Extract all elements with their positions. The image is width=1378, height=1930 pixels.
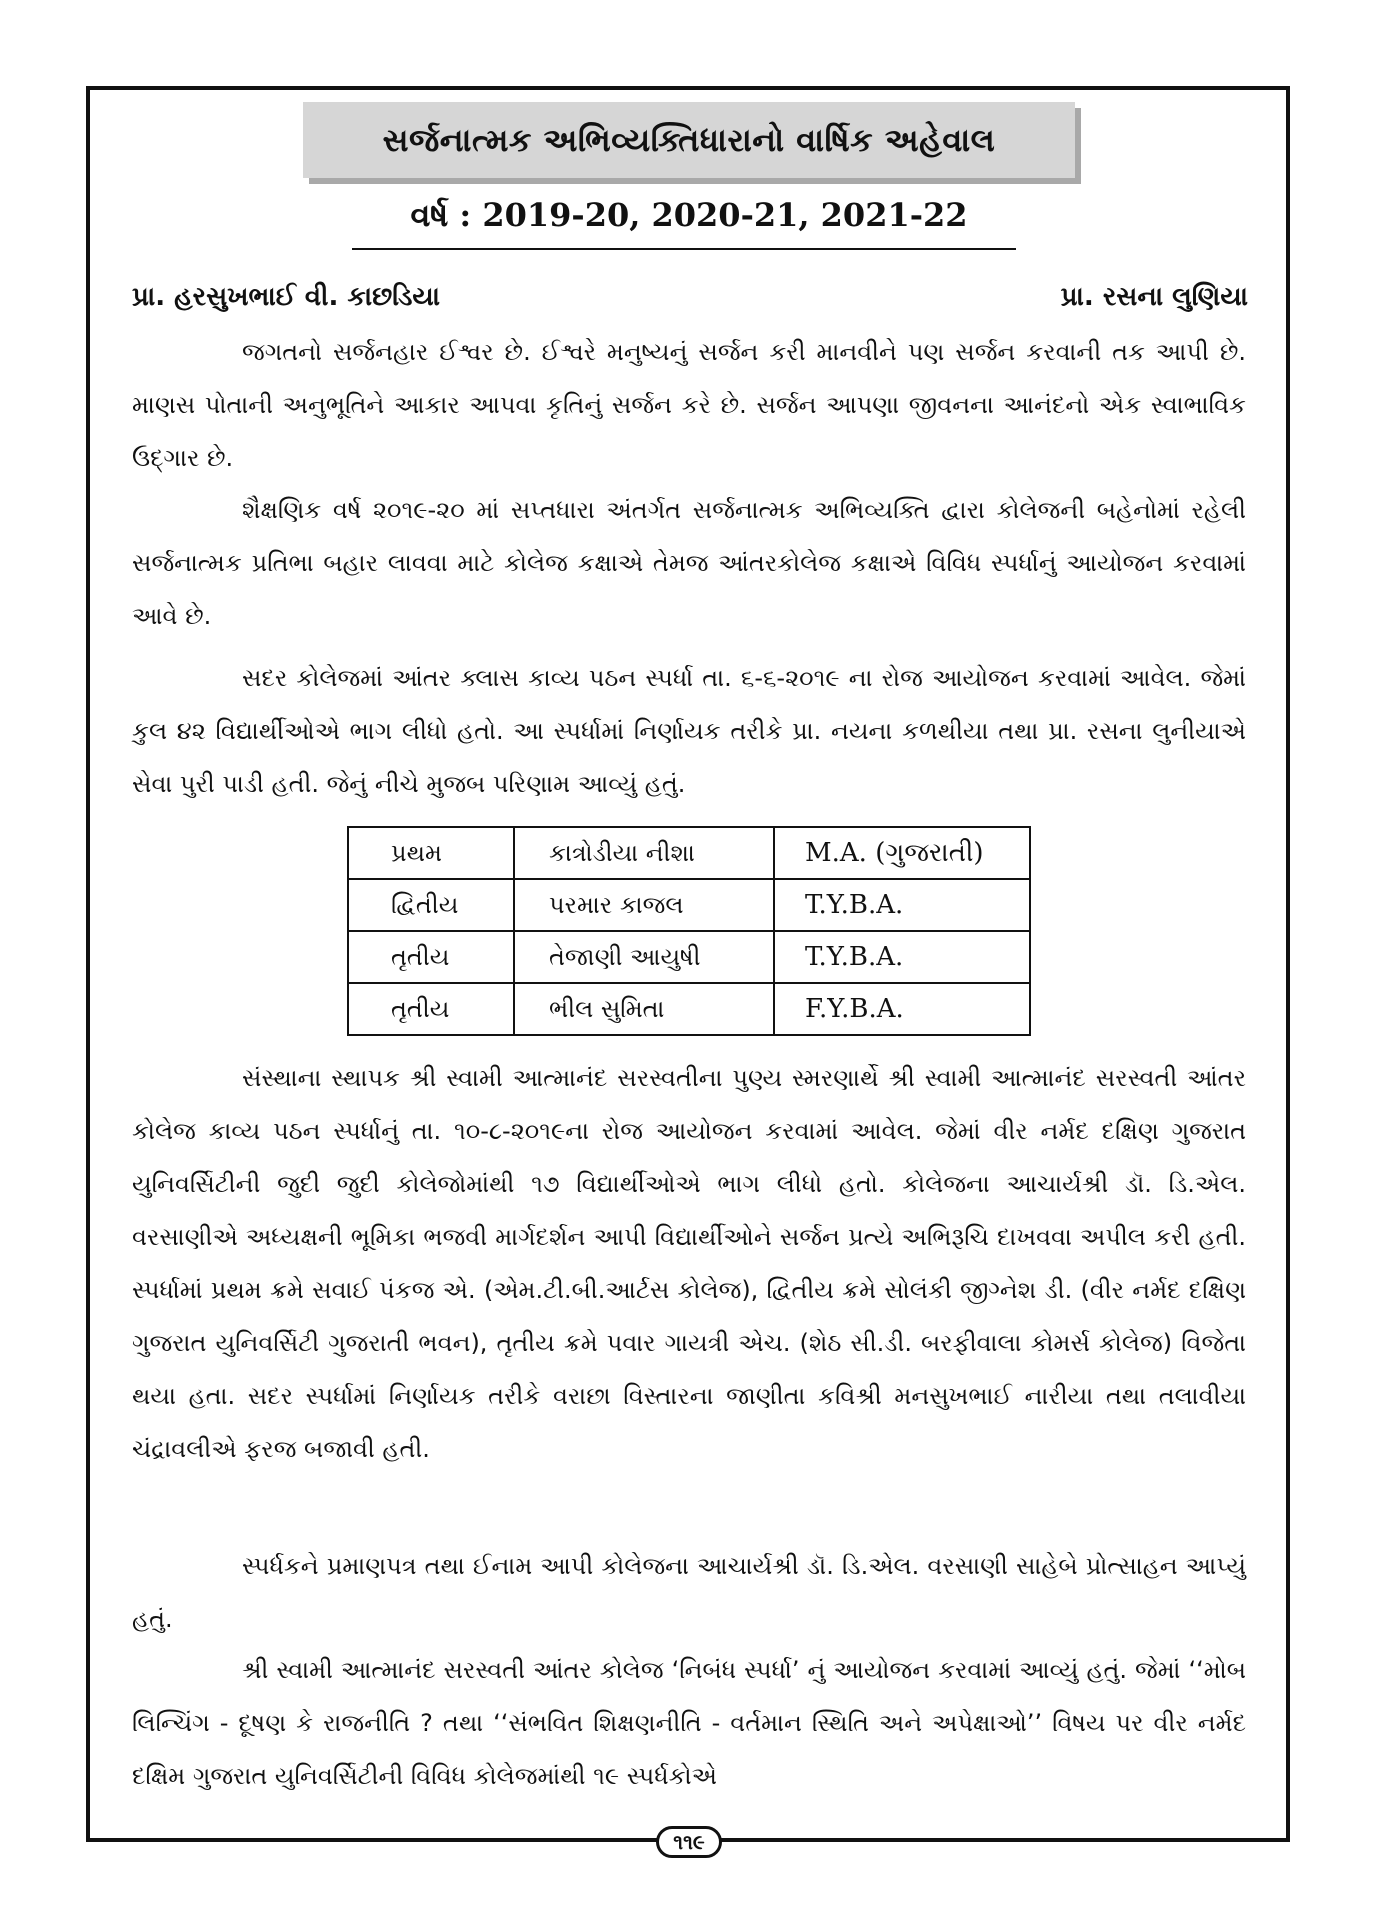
- year-underline: [352, 248, 1016, 250]
- paragraph-inter-college: [132, 1052, 1246, 1476]
- paragraph-intro: [132, 326, 1246, 485]
- rank-cell: પ્રથમ: [348, 827, 514, 879]
- page-number: ૧૧૯: [656, 1826, 722, 1858]
- paragraph-text: જગતનો સર્જનહાર ઈશ્વર છે. ઈશ્વરે મનુષ્યનું સર્જન કરી માનવીને પણ સર્જન કરવાની તક આપી છે. માણસ પોતાની અનુભૂતિને આકાર આપવા કૃતિનું સર્જન કરે છે. સર્જન આપણા જીવનના આનંદનો એક સ્વાભાવિક ઉદ્‌ગાર છે.: [132, 338, 1246, 472]
- paragraph-text: શૈક્ષણિક વર્ષ ૨૦૧૯-૨૦ માં સપ્તધારા અંતર્ગત સર્જનાત્મક અભિવ્યક્તિ દ્વારા કોલેજની બહેનોમાં રહેલી સર્જનાત્મક પ્રતિભા બહાર લાવવા માટે કોલેજ કક્ષાએ તેમજ આંતરકોલેજ કક્ષાએ વિવિધ સ્પર્ધાનું આયોજન કરવામાં આવે છે.: [132, 496, 1246, 630]
- class-cell: M.A. (ગુજરાતી): [774, 827, 1030, 879]
- name-cell: તેજાણી આયુષી: [514, 931, 774, 983]
- class-cell: T.Y.B.A.: [774, 931, 1030, 983]
- report-title-box: [303, 102, 1075, 178]
- name-cell: કાત્રોડીયા નીશા: [514, 827, 774, 879]
- paragraph-text: સ્પર્ધકને પ્રમાણપત્ર તથા ઈનામ આપી કોલેજના આચાર્યશ્રી ડૉ. ડિ.એલ. વરસાણી સાહેબે પ્રોત્સાહન આપ્યું હતું.: [132, 1552, 1246, 1633]
- results-table: [347, 826, 1031, 1036]
- name-cell: ભીલ સુમિતા: [514, 983, 774, 1035]
- paragraph-text: સંસ્થાના સ્થાપક શ્રી સ્વામી આત્માનંદ સરસ્વતીના પુણ્ય સ્મરણાર્થે શ્રી સ્વામી આત્માનંદ સરસ્વતી આંતર કોલેજ કાવ્ય પઠન સ્પર્ધાનું તા. ૧૦-૮-૨૦૧૯ના રોજ આયોજન કરવામાં આવેલ. જેમાં વીર નર્મદ દક્ષિણ ગુજરાત યુનિવર્સિટીની જુદી જુદી કોલેજોમાંથી ૧૭ વિદ્યાર્થીઓએ ભાગ લીધો હતો. કોલેજના આચાર્યશ્રી ડૉ. ડિ.એલ. વરસાણીએ અધ્યક્ષની ભૂમિકા ભજવી માર્ગદર્શન આપી વિદ્યાર્થીઓને સર્જન પ્રત્યે અભિરૂચિ દાખવવા અપીલ કરી હતી. સ્પર્ધામાં પ્રથમ ક્રમે સવાઈ પંકજ એ. (એમ.ટી.બી.આર્ટસ કોલેજ), દ્વિતીય ક્રમે સોલંકી જીગ્નેશ ડી. (વીર નર્મદ દક્ષિણ ગુજરાત યુનિવર્સિટી ગુજરાતી ભવન), તૃતીય ક્રમે પવાર ગાયત્રી એચ. (શેઠ સી.ડી. બરફીવાલા કોમર્સ કોલેજ) વિજેતા થયા હતા. સદર સ્પર્ધામાં નિર્ણાયક તરીકે વરાછા વિસ્તારના જાણીતા કવિશ્રી મનસુખભાઈ નારીયા તથા તલાવીયા ચંદ્રાવલીએ ફરજ બજાવી હતી.: [132, 1064, 1246, 1463]
- table-row: [348, 931, 1030, 983]
- paragraph-prizes: [132, 1540, 1246, 1646]
- table-row: [348, 879, 1030, 931]
- name-cell: પરમાર કાજલ: [514, 879, 774, 931]
- rank-cell: તૃતીય: [348, 931, 514, 983]
- paragraph-saptdhara: [132, 484, 1246, 643]
- paragraph-class-competition: [132, 652, 1246, 811]
- rank-cell: તૃતીય: [348, 983, 514, 1035]
- author-right: પ્રા. રસના લુણિયા: [1060, 282, 1248, 312]
- year-line: વર્ષ : 2019-20, 2020-21, 2021-22: [410, 196, 968, 234]
- class-cell: F.Y.B.A.: [774, 983, 1030, 1035]
- paragraph-text: સદર કોલેજમાં આંતર ક્લાસ કાવ્ય પઠન સ્પર્ધા તા. ૬-૬-૨૦૧૯ ના રોજ આયોજન કરવામાં આવેલ. જેમાં કુલ ૪૨ વિદ્યાર્થીઓએ ભાગ લીધો હતો. આ સ્પર્ધામાં નિર્ણાયક તરીકે પ્રા. નયના કળથીયા તથા પ્રા. રસના લુનીયાએ સેવા પુરી પાડી હતી. જેનું નીચે મુજબ પરિણામ આવ્યું હતું.: [132, 664, 1246, 798]
- paragraph-essay-competition: [132, 1644, 1246, 1803]
- table-row: [348, 983, 1030, 1035]
- paragraph-text: શ્રી સ્વામી આત્માનંદ સરસ્વતી આંતર કોલેજ ‘નિબંધ સ્પર્ધા’ નું આયોજન કરવામાં આવ્યું હતું. જેમાં ‘‘મોબ લિન્ચિંગ - દૂષણ કે રાજનીતિ ? તથા ‘‘સંભવિત શિક્ષણનીતિ - વર્તમાન સ્થિતિ અને અપેક્ષાઓ’’ વિષય પર વીર નર્મદ દક્ષિમ ગુજરાત યુનિવર્સિટીની વિવિધ કોલેજમાંથી ૧૯ સ્પર્ધકોએ: [132, 1656, 1246, 1790]
- report-title: સર્જનાત્મક અભિવ્યક્તિધારાનો વાર્ષિક અહેવાલ: [382, 120, 996, 159]
- rank-cell: દ્વિતીય: [348, 879, 514, 931]
- class-cell: T.Y.B.A.: [774, 879, 1030, 931]
- table-row: [348, 827, 1030, 879]
- author-left: પ્રા. હરસુખભાઈ વી. કાછડિયા: [132, 282, 441, 312]
